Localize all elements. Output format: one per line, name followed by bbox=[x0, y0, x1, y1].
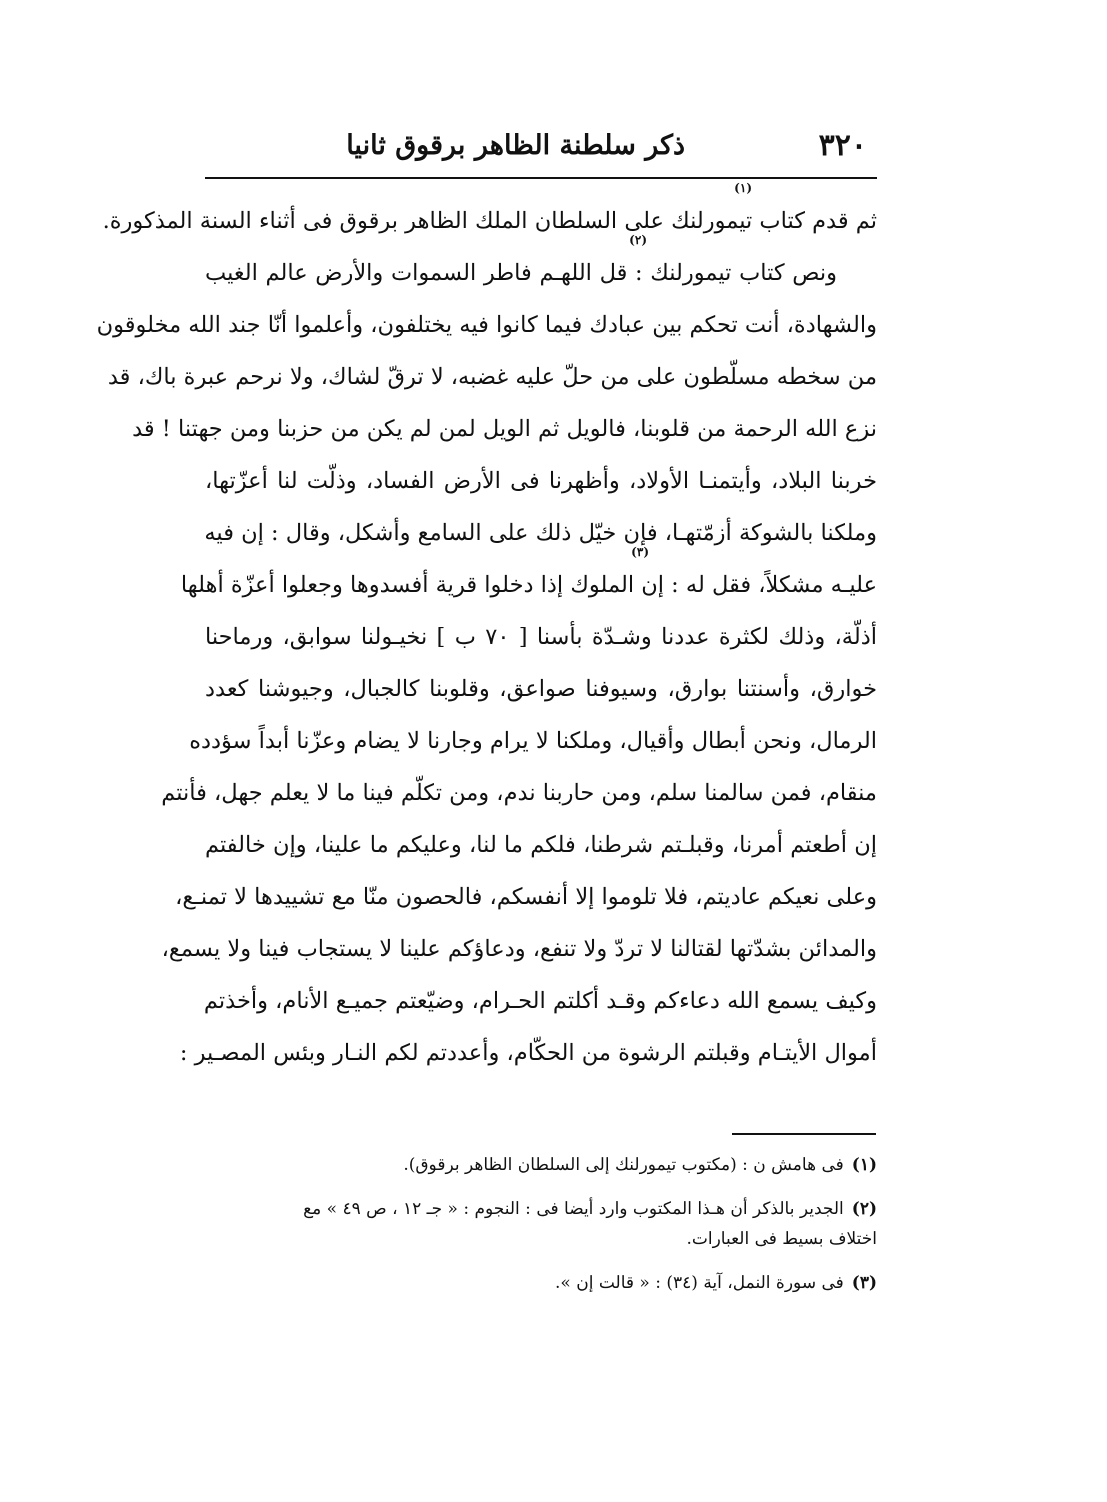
footnote-ref-3: (٣) bbox=[631, 545, 649, 559]
text-line: من سخطه مسلّطون على من حلّ عليه غضبه، لا ترقّ لشاك، ولا نرحم عبرة باك، قد bbox=[107, 364, 877, 390]
text-line: والمدائن بشدّتها لقتالنا لا تردّ ولا تنفع، ودعاؤكم علينا لا يستجاب فينا ولا يسمع، bbox=[161, 936, 877, 962]
text-line: خربنا البلاد، وأيتمنـا الأولاد، وأظهرنا فى الأرض الفساد، وذلّت لنا أعزّتها، bbox=[205, 468, 877, 494]
footnote-divider bbox=[732, 1133, 876, 1135]
text-line: منقام، فمن سالمنا سلم، ومن حاربنا ندم، ومن تكلّم فينا ما لا يعلم جهل، فأنتم bbox=[161, 780, 877, 806]
footnote-number: (٣) bbox=[851, 1273, 877, 1293]
text-line: وكيف يسمع الله دعاءكم وقـد أكلتم الحـرام، وضيّعتم جميـع الأنام، وأخذتم bbox=[203, 988, 877, 1014]
text-line: أموال الأيتـام وقبلتم الرشوة من الحكّام، وأعددتم لكم النـار وبئس المصـير : bbox=[179, 1040, 877, 1066]
footnote-text: اختلاف بسيط فى العبارات. bbox=[686, 1229, 877, 1249]
page-header bbox=[205, 126, 875, 170]
footnote-number: (٢) bbox=[851, 1199, 877, 1219]
text-line: إن أطعتم أمرنا، وقبلـتم شرطنا، فلكم ما لنا، وعليكم ما علينا، وإن خالفتم bbox=[205, 832, 877, 858]
footnote-3 bbox=[205, 1268, 877, 1298]
page-number: ٣٢٠ bbox=[818, 128, 867, 163]
footnote-1 bbox=[205, 1150, 877, 1180]
text-line: وملكنا بالشوكة أزمّتهـا، فإن خيّل ذلك على السامع وأشكل، وقال : إن فيه bbox=[204, 520, 877, 546]
footnote-number: (١) bbox=[851, 1155, 877, 1175]
text-line: (٣) عليـه مشكلاً، فقل له : إن الملوك إذا دخلوا قرية أفسدوها وجعلوا أعزّة أهلها bbox=[180, 545, 877, 598]
footnote-text: فى سورة النمل، آية (٣٤) : « قالت إن ». bbox=[555, 1273, 844, 1293]
text-line: خوارق، وأسنتنا بوارق، وسيوفنا صواعق، وقلوبنا كالجبال، وجيوشنا كعدد bbox=[205, 676, 877, 702]
text-line: والشهادة، أنت تحكم بين عبادك فيما كانوا فيه يختلفون، وأعلموا أنّا جند الله مخلوقون bbox=[96, 312, 877, 338]
footnote-2-continued bbox=[205, 1224, 877, 1254]
text-line: (١) ثم قدم كتاب تيمورلنك على السلطان الملك الظاهر برقوق فى أثناء السنة المذكورة. bbox=[102, 181, 877, 234]
text-line: أذلّة، وذلك لكثرة عددنا وشـدّة بأسنا [ ٧٠ ب ] نخيـولنا سوابق، ورماحنا bbox=[205, 624, 877, 650]
text-line: الرمال، ونحن أبطال وأقيال، وملكنا لا يرام وجارنا لا يضام وعزّنا أبداً سؤدده bbox=[189, 728, 877, 754]
footnote-text: الجدير بالذكر أن هـذا المكتوب وارد أيضا فى : النجوم : « جـ ١٢ ، ص ٤٩ » مع bbox=[303, 1199, 844, 1219]
footnote-text: فى هامش ن : (مكتوب تيمورلنك إلى السلطان الظاهر برقوق). bbox=[403, 1155, 844, 1175]
text-line: وعلى نعيكم عاديتم، فلا تلوموا إلا أنفسكم، فالحصون منّا مع تشييدها لا تمنـع، bbox=[175, 884, 877, 910]
footnote-ref-1: (١) bbox=[734, 181, 752, 195]
footnote-2 bbox=[205, 1194, 877, 1224]
main-text bbox=[96, 181, 877, 1079]
running-title: ذكر سلطنة الظاهر برقوق ثانيا bbox=[346, 130, 685, 161]
text-line: (٢) ونص كتاب تيمورلنك : قل اللهـم فاطر السموات والأرض عالم الغيب bbox=[205, 233, 837, 286]
footnotes bbox=[205, 1150, 877, 1298]
text-line: نزع الله الرحمة من قلوبنا، فالويل ثم الويل لمن لم يكن من حزبنا ومن جهتنا ! قد bbox=[132, 416, 877, 442]
header-divider bbox=[205, 177, 877, 179]
footnote-ref-2: (٢) bbox=[629, 233, 647, 247]
